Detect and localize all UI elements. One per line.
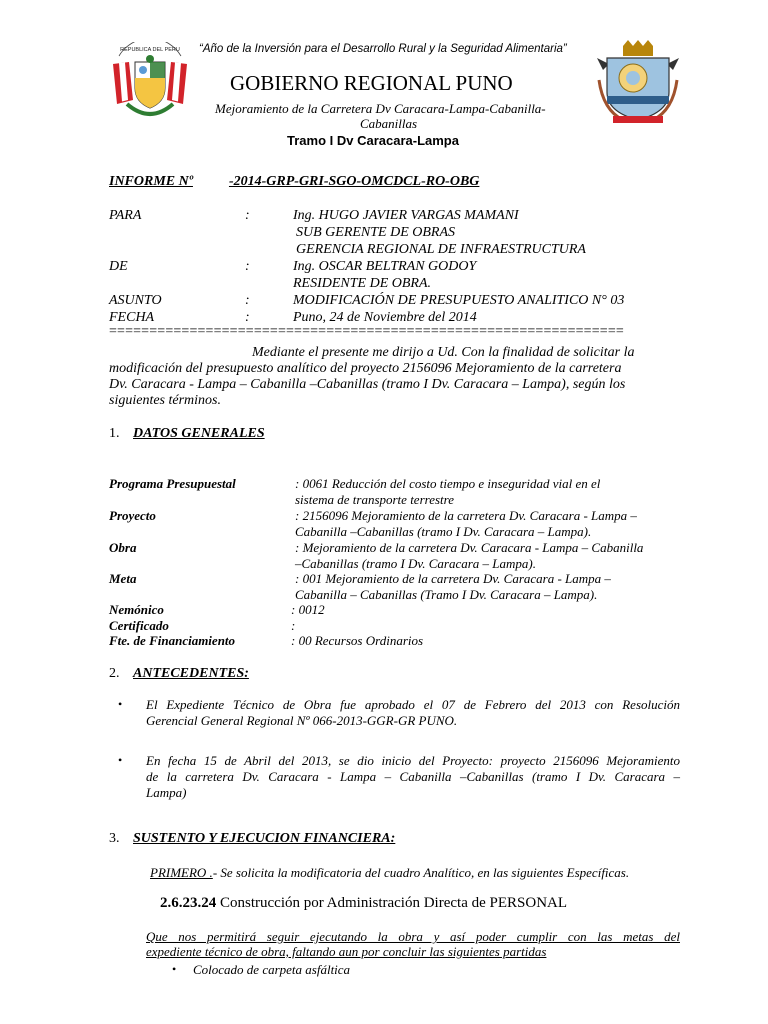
antecedente-1-line-1: El Expediente Técnico de Obra fue aprobado el 07 de Febrero del 2013 con Resolución [146, 697, 680, 712]
row-label-financiamiento: Fte. de Financiamiento [109, 633, 236, 648]
puno-regional-emblem-logo [593, 40, 683, 125]
specific-line [160, 895, 567, 912]
row-value-proyecto-2: Cabanilla –Cabanillas (tramo I Dv. Caracara – Lampa). [295, 524, 592, 539]
intro-line-2: modificación del presupuesto analítico del proyecto 2156096 Mejoramiento de la carretera [109, 361, 622, 376]
section-2-number: 2. [109, 666, 120, 681]
project-line-1: Mejoramiento de la Carretera Dv Caracara-Lampa-Cabanilla- [215, 101, 546, 116]
row-value-obra-2: –Cabanillas (tramo I Dv. Caracara – Lampa). [295, 556, 536, 571]
note-line-2: expediente técnico de obra, faltando aun por concluir las siguientes partidas [146, 944, 547, 959]
row-value-certificado: : [291, 618, 296, 633]
section-3-number: 3. [109, 831, 120, 846]
section-3-title: SUSTENTO Y EJECUCION FINANCIERA: [133, 831, 396, 846]
bullet-dot: • [118, 753, 123, 767]
intro-line-1: Mediante el presente me dirijo a Ud. Con la finalidad de solicitar la [252, 345, 635, 360]
primero-label: PRIMERO . [150, 865, 213, 880]
row-value-meta-1: : 001 Mejoramiento de la carretera Dv. Caracara - Lampa – [295, 571, 611, 586]
informe-label: INFORME Nº [109, 174, 193, 189]
intro-line-4: siguientes términos. [109, 393, 221, 408]
row-value-programa-2: sistema de transporte terrestre [295, 492, 454, 507]
motto: “Año de la Inversión para el Desarrollo Rural y la Seguridad Alimentaria” [199, 43, 567, 55]
antecedente-2-line-2: de la carretera Dv. Caracara - Lampa – Cabanilla –Cabanillas (tramo I Dv. Caracara – [146, 769, 680, 784]
row-label-programa: Programa Presupuestal [109, 476, 236, 491]
memo-label-de: DE [109, 259, 128, 274]
row-value-proyecto-1: : 2156096 Mejoramiento de la carretera Dv. Caracara - Lampa – [295, 508, 637, 523]
peru-coat-of-arms-logo [105, 42, 195, 122]
row-label-obra: Obra [109, 540, 137, 555]
bullet-dot: • [172, 962, 177, 976]
partida-item: Colocado de carpeta asfáltica [193, 962, 351, 977]
memo-colon-asunto: : [245, 293, 250, 308]
antecedente-2-line-3: Lampa) [146, 785, 187, 800]
row-value-financiamiento: : 00 Recursos Ordinarios [291, 633, 424, 648]
specific-code: 2.6.23.24 [160, 895, 217, 911]
informe-heading [109, 174, 499, 190]
section-1-title: DATOS GENERALES [133, 426, 265, 441]
memo-label-fecha: FECHA [109, 310, 155, 325]
section-2-title: ANTECEDENTES: [133, 666, 249, 681]
tramo-title: Tramo I Dv Caracara-Lampa [287, 133, 459, 148]
row-value-obra-1: : Mejoramiento de la carretera Dv. Caracara - Lampa – Cabanilla [295, 540, 644, 555]
svg-text:REPUBLICA DEL PERU: REPUBLICA DEL PERU [120, 47, 180, 53]
memo-to-name: Ing. HUGO JAVIER VARGAS MAMANI [293, 208, 519, 223]
memo-label-asunto: ASUNTO [109, 293, 162, 308]
intro-line-3: Dv. Caracara - Lampa – Cabanilla –Cabanillas (tramo I Dv. Caracara – Lampa), según los [109, 377, 626, 392]
memo-colon-fecha: : [245, 310, 250, 325]
row-value-programa-1: : 0061 Reducción del costo tiempo e inseguridad vial en el [295, 476, 601, 491]
bullet-dot: • [118, 697, 123, 711]
org-name: GOBIERNO REGIONAL PUNO [230, 71, 513, 95]
row-value-nemonico: : 0012 [291, 602, 325, 617]
note-line-1: Que nos permitirá seguir ejecutando la obra y así poder cumplir con las metas del [146, 929, 680, 944]
primero-paragraph [150, 865, 629, 881]
row-label-meta: Meta [109, 571, 137, 586]
section-1-number: 1. [109, 426, 120, 441]
memo-from-name: Ing. OSCAR BELTRAN GODOY [293, 259, 477, 274]
memo-from-line-2: RESIDENTE DE OBRA. [293, 276, 432, 291]
project-line-2: Cabanillas [360, 116, 418, 131]
antecedente-2-line-1: En fecha 15 de Abril del 2013, se dio inicio del Proyecto: proyecto 2156096 Mejoramiento [146, 753, 680, 768]
memo-colon-para: : [245, 208, 250, 223]
memo-to-line-2: SUB GERENTE DE OBRAS [296, 225, 456, 240]
row-label-certificado: Certificado [109, 618, 169, 633]
antecedente-1-line-2: Gerencial General Regional Nº 066-2013-GGR-GR PUNO. [146, 713, 458, 728]
memo-label-para: PARA [109, 208, 142, 223]
row-label-proyecto: Proyecto [109, 508, 156, 523]
row-value-meta-2: Cabanilla – Cabanillas (Tramo I Dv. Caracara – Lampa). [295, 587, 598, 602]
informe-number: -2014-GRP-GRI-SGO-OMCDCL-RO-OBG [228, 174, 480, 189]
memo-colon-de: : [245, 259, 250, 274]
specific-text: Construcción por Administración Directa de PERSONAL [216, 895, 568, 911]
memo-to-line-3: GERENCIA REGIONAL DE INFRAESTRUCTURA [296, 242, 586, 257]
memo-subject: MODIFICACIÓN DE PRESUPUESTO ANALITICO N° 03 [293, 293, 625, 308]
primero-text: - Se solicita la modificatoria del cuadro Analítico, en las siguientes Específicas. [212, 865, 630, 880]
memo-date: Puno, 24 de Noviembre del 2014 [293, 310, 477, 325]
row-label-nemonico: Nemónico [109, 602, 164, 617]
separator: ================================================================ [109, 324, 624, 339]
